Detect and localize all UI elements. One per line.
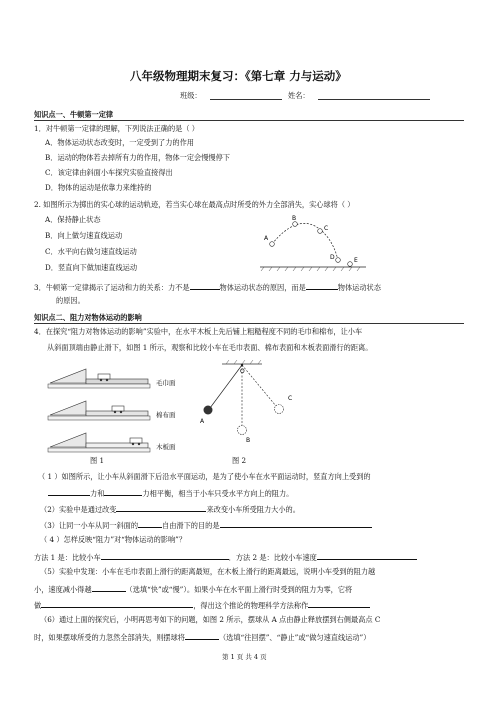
q4-part-3 [40,519,372,531]
q4-blank-6[interactable] [101,551,229,560]
q4-p5-text-c: （选填“快”或“慢”）。如果小车在水平面上滑行时受到的阻力为零，它将 [125,585,353,594]
q2-option-c: C．水平向右做匀速直线运动 [45,247,137,256]
q4-p3-text-a: （3）让同一小车从同一斜面的 [40,521,139,530]
question-4-line-2: 从斜面顶端由静止滑下，如图 1 所示，观察和比较小车在毛巾表面、棉布表面和木板表面滑行的距离。 [47,343,373,352]
section-divider-1 [34,120,464,121]
fig-label-d: D [330,254,335,261]
q4-p5-text-b: 小，速度减小得越 [34,585,92,594]
q4-part-4: （ 4 ）怎样反映“阻力”对“物体运动的影响”？ [40,535,187,544]
q4-blank-3[interactable] [116,503,206,512]
fig-label-c: C [324,225,329,232]
q4-part-5-line-2 [34,583,352,595]
q4-method-1: 方法 1 是：比较小车 [34,553,101,562]
ball-point-b [293,222,298,227]
question-1-stem: 1．对牛顿第一定律的理解，下列说法正确的是（ ） [34,124,199,133]
q1-option-b: B．运动的物体若去掉所有力的作用，物体一定会慢慢停下 [45,153,230,162]
page-title: 八年级物理期末复习：《第七章 力与运动》 [130,69,347,83]
question-4-line-1: 4．在探究“阻力对物体运动的影响”实验中，在水平木板上先后铺上粗糙程度不同的毛巾和棉布，让小车 [34,327,363,336]
q4-p3-text-b: 自由滑下的目的是 [162,521,220,530]
ball-point-c [318,229,323,234]
q3-text-a: 3．牛顿第一定律揭示了运动和力的关系：力不是 [34,283,190,292]
fig-label-b: B [292,215,297,222]
pivot-label-o: O [240,368,245,375]
q3-blank-1[interactable] [190,281,220,290]
q3-blank-2[interactable] [306,281,338,290]
question-3-line-2: 的原因。 [56,296,85,305]
pendulum-ball-b [238,426,247,435]
section-divider-2 [34,323,464,324]
pendulum-ball-a [204,406,213,415]
q4-blank-8[interactable] [92,583,126,592]
q1-option-a: A．物体运动状态改变时，一定受到了力的作用 [45,138,194,147]
q4-blank-1[interactable] [48,487,90,496]
q4-part-6-line-2 [34,631,370,643]
q4-blank-2[interactable] [104,487,142,496]
pendulum-ball-c [275,405,284,414]
q4-p2-text-a: （2）实验中是通过改变 [40,505,117,514]
section-heading-1: 知识点一、牛顿第一定律 [34,110,114,119]
surface-label-wood: 木板面 [156,443,176,451]
surface-label-cotton: 棉布面 [156,411,176,419]
q4-blank-10[interactable] [308,599,370,608]
page-footer: 第 1 页 共 4 页 [222,653,267,661]
q4-blank-7[interactable] [317,551,417,560]
surface-label-towel: 毛巾面 [156,379,176,387]
ball-point-a [270,242,275,247]
q2-option-d: D．竖直向下做加速直线运动 [45,263,138,272]
slope-experiment-figure [46,359,216,467]
figure-1-caption: 图 1 [90,456,105,465]
ball-point-e [348,262,353,267]
q4-part-4-methods [34,551,417,563]
q2-option-a: A．保持静止状态 [45,215,101,224]
q3-text-c: 物体运动状态 [337,283,381,292]
q4-blank-5[interactable] [220,519,372,528]
ball-trajectory-figure [250,214,370,276]
question-2-stem: 2. 如图所示为掷出的实心球的运动轨迹，若当实心球在最高点时所受的外力全部消失，实心球将（ ） [34,200,355,209]
q1-option-d: D．物体的运动是依靠力来维持的 [45,183,152,192]
name-blank[interactable] [318,99,430,100]
q4-p5-text-d: 做 [34,601,42,610]
q4-blank-11[interactable] [185,631,219,640]
q4-p1-text-c: 力相平衡，相当于小车只受水平方向上的阻力。 [142,489,294,498]
q4-part-6-line-1: （6）通过上面的探究后，小明再思考如下的问题，如图 2 所示，摆球从 A 点由静止释放摆到右侧最高点 C [40,615,381,624]
q4-p6-text-b: 时，如果摆球所受的力忽然全部消失，则摆球将 [34,633,185,642]
q2-option-b: B．向上做匀速直线运动 [45,231,123,240]
q4-p5-text-e: ，得出这个推论的物理科学方法称作 [193,601,309,610]
pendulum-label-b: B [246,437,251,444]
fig-label-e: E [354,257,358,264]
ball-point-d [336,258,341,263]
setup-wood [48,433,176,452]
q4-p1-text-b: 力和 [90,489,105,498]
q4-part-2 [40,503,300,515]
q4-part-1-line-2 [48,487,293,499]
q3-text-b: 物体运动状态的原因，而是 [219,283,306,292]
q1-option-c: C．该定律由斜面小车探究实验直接得出 [45,168,173,177]
figure-2-caption: 图 2 [232,456,247,465]
class-label: 班级： [180,91,202,100]
pendulum-label-c: C [288,395,293,402]
q4-blank-4[interactable] [138,519,162,528]
q4-p2-text-b: 来改变小车所受阻力大小的。 [206,505,300,514]
pendulum-figure [192,360,322,452]
q4-method-2: ．方法 2 是：比较小车速度 [228,553,317,562]
q4-p6-text-c: （选填“往回摆”、“静止”或“做匀速直线运动”） [218,633,371,642]
section-heading-2: 知识点二、阻力对物体运动的影响 [34,313,142,322]
q4-blank-9[interactable] [41,599,193,608]
setup-towel [48,369,176,388]
question-3-line-1 [34,281,381,293]
q4-part-1-line-1: （ 1 ）如图所示，让小车从斜面滑下后沿水平面运动，是为了使小车在水平面运动时，竖直方向上受到的 [38,472,371,481]
name-label: 姓名： [288,91,310,100]
pendulum-label-a: A [200,418,205,425]
q4-part-5-line-1: （5）实验中发现：小车在毛巾表面上滑行的距离最短，在木板上滑行的距离最远，说明小车受到的阻力越 [40,567,376,576]
q4-part-5-line-3 [34,599,370,611]
setup-cotton [48,401,176,420]
class-blank[interactable] [210,99,282,100]
fig-label-a: A [264,235,269,242]
